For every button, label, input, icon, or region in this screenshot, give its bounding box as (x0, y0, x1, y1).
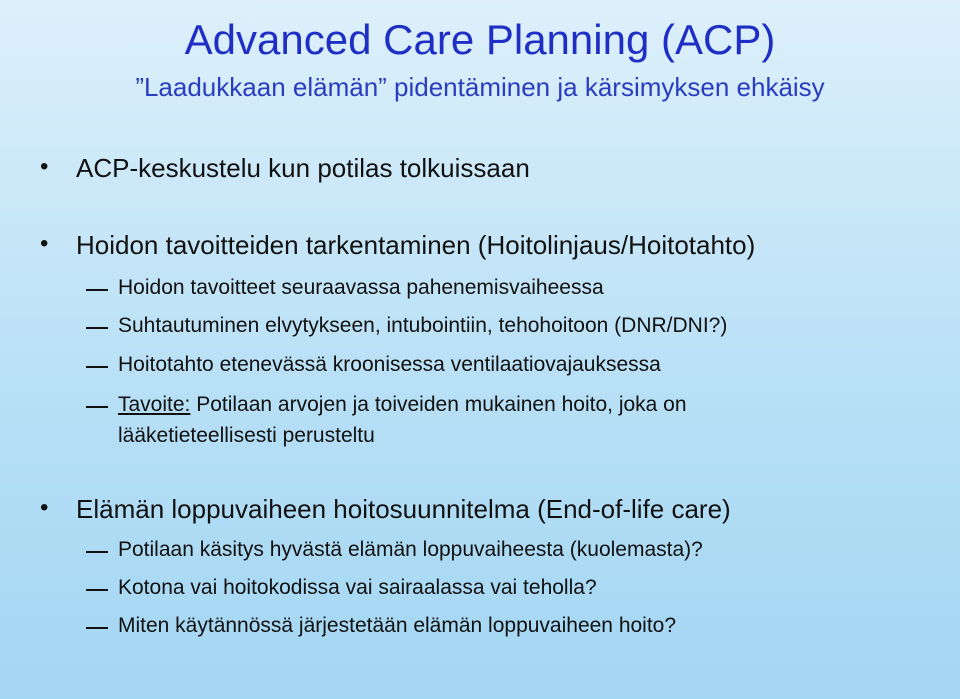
goal-text: Potilaan arvojen ja toiveiden mukainen hoito, joka on (190, 393, 687, 416)
dash-icon (86, 551, 108, 553)
bullet-end-of-life: Elämän loppuvaiheen hoitosuunnitelma (End-of-life care) (76, 494, 731, 524)
subitem-patient-view: Potilaan käsitys hyvästä elämän loppuvaiheesta (kuolemasta)? (118, 538, 703, 561)
bullet-icon: • (40, 230, 49, 257)
subitem-goal-continued: lääketieteellisesti perusteltu (118, 424, 375, 447)
subitem-place-of-care: Kotona vai hoitokodissa vai sairaalassa vai teholla? (118, 576, 597, 599)
slide-subtitle: ”Laadukkaan elämän” pidentäminen ja kärsimyksen ehkäisy (135, 72, 825, 102)
subitem-goal (118, 391, 687, 419)
bullet-care-goals: Hoidon tavoitteiden tarkentaminen (Hoitolinjaus/Hoitotahto) (76, 230, 756, 260)
subitem-practical-arrangement: Miten käytännössä järjestetään elämän loppuvaiheen hoito? (118, 614, 677, 637)
subitem-resuscitation: Suhtautuminen elvytykseen, intubointiin, tehohoitoon (DNR/DNI?) (118, 314, 728, 337)
bullet-icon: • (40, 153, 49, 180)
dash-icon (86, 327, 108, 329)
goal-label: Tavoite: (118, 393, 191, 416)
slide-title: Advanced Care Planning (ACP) (184, 16, 776, 63)
subitem-ventilation-will: Hoitotahto etenevässä kroonisessa ventilaatiovajauksessa (118, 353, 661, 376)
dash-icon (86, 627, 108, 629)
dash-icon (86, 589, 108, 591)
dash-icon (86, 289, 108, 291)
dash-icon (86, 366, 108, 368)
dash-icon (86, 406, 108, 408)
subitem-next-exacerbation: Hoidon tavoitteet seuraavassa pahenemisvaiheessa (118, 276, 604, 299)
bullet-icon: • (40, 494, 49, 521)
bullet-acp-discussion: ACP-keskustelu kun potilas tolkuissaan (76, 153, 530, 183)
